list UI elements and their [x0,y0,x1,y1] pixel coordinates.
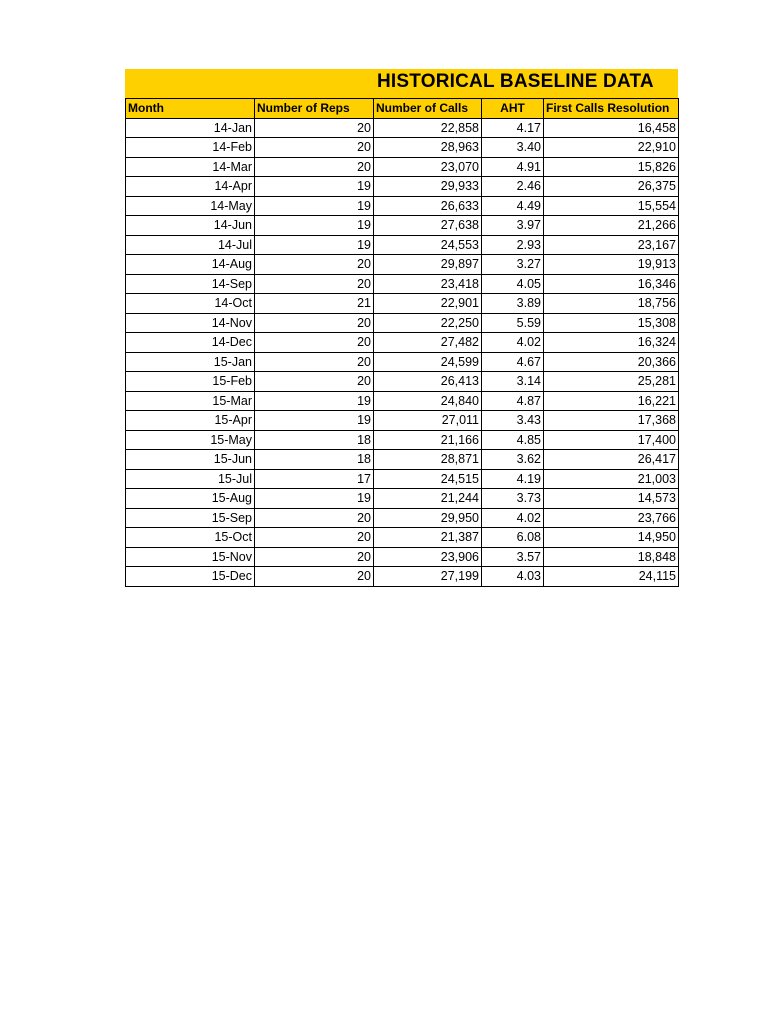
cell-number-of-reps: 20 [255,255,374,275]
cell-number-of-calls: 21,387 [374,528,482,548]
header-first-calls-resolution: First Calls Resolution [544,99,679,119]
title-bar [125,69,678,98]
table-row [126,157,679,177]
cell-aht: 4.67 [482,352,544,372]
cell-month: 14-Nov [126,313,255,333]
cell-number-of-reps: 20 [255,138,374,158]
cell-aht: 3.14 [482,372,544,392]
cell-month: 15-Apr [126,411,255,431]
cell-aht: 3.89 [482,294,544,314]
cell-number-of-reps: 20 [255,547,374,567]
cell-number-of-calls: 28,963 [374,138,482,158]
table-row [126,313,679,333]
cell-number-of-reps: 20 [255,274,374,294]
header-aht: AHT [482,99,544,119]
cell-month: 15-Aug [126,489,255,509]
cell-number-of-calls: 24,515 [374,469,482,489]
cell-aht: 4.87 [482,391,544,411]
cell-number-of-calls: 21,244 [374,489,482,509]
cell-aht: 3.57 [482,547,544,567]
header-row [126,99,679,119]
table-row [126,547,679,567]
table-row [126,508,679,528]
table-row [126,391,679,411]
cell-month: 15-May [126,430,255,450]
cell-number-of-calls: 23,418 [374,274,482,294]
cell-number-of-calls: 27,011 [374,411,482,431]
cell-aht: 4.85 [482,430,544,450]
baseline-data-sheet [125,69,678,587]
cell-number-of-calls: 22,901 [374,294,482,314]
header-month: Month [126,99,255,119]
cell-month: 14-Sep [126,274,255,294]
cell-month: 15-Nov [126,547,255,567]
cell-first-calls-resolution: 23,167 [544,235,679,255]
cell-aht: 3.40 [482,138,544,158]
table-row [126,196,679,216]
cell-first-calls-resolution: 15,554 [544,196,679,216]
cell-month: 14-Oct [126,294,255,314]
table-row [126,274,679,294]
sheet-title: HISTORICAL BASELINE DATA [377,71,654,92]
table-row [126,372,679,392]
cell-number-of-calls: 29,933 [374,177,482,197]
cell-month: 15-Jul [126,469,255,489]
cell-month: 15-Jun [126,450,255,470]
cell-number-of-calls: 24,599 [374,352,482,372]
cell-number-of-reps: 19 [255,411,374,431]
cell-number-of-calls: 23,070 [374,157,482,177]
cell-first-calls-resolution: 16,221 [544,391,679,411]
cell-number-of-reps: 19 [255,235,374,255]
cell-first-calls-resolution: 23,766 [544,508,679,528]
table-row [126,567,679,587]
cell-first-calls-resolution: 16,346 [544,274,679,294]
cell-month: 14-Jun [126,216,255,236]
cell-month: 15-Jan [126,352,255,372]
cell-number-of-reps: 20 [255,567,374,587]
cell-number-of-calls: 26,633 [374,196,482,216]
cell-number-of-calls: 27,482 [374,333,482,353]
cell-first-calls-resolution: 16,458 [544,118,679,138]
table-row [126,450,679,470]
cell-month: 14-May [126,196,255,216]
table-row [126,216,679,236]
cell-aht: 4.02 [482,333,544,353]
cell-month: 14-Apr [126,177,255,197]
cell-first-calls-resolution: 20,366 [544,352,679,372]
cell-aht: 5.59 [482,313,544,333]
table-row [126,235,679,255]
table-row [126,294,679,314]
cell-number-of-calls: 28,871 [374,450,482,470]
cell-number-of-reps: 20 [255,372,374,392]
cell-number-of-calls: 24,553 [374,235,482,255]
cell-aht: 4.02 [482,508,544,528]
cell-month: 15-Sep [126,508,255,528]
cell-first-calls-resolution: 25,281 [544,372,679,392]
cell-aht: 4.91 [482,157,544,177]
cell-month: 14-Feb [126,138,255,158]
cell-first-calls-resolution: 17,368 [544,411,679,431]
cell-number-of-calls: 23,906 [374,547,482,567]
cell-aht: 6.08 [482,528,544,548]
cell-aht: 4.05 [482,274,544,294]
cell-number-of-calls: 29,950 [374,508,482,528]
cell-number-of-calls: 27,638 [374,216,482,236]
table-row [126,118,679,138]
cell-first-calls-resolution: 26,375 [544,177,679,197]
cell-number-of-reps: 20 [255,333,374,353]
table-row [126,489,679,509]
cell-number-of-reps: 20 [255,157,374,177]
table-row [126,255,679,275]
cell-number-of-reps: 17 [255,469,374,489]
header-number-of-calls: Number of Calls [374,99,482,119]
cell-aht: 4.17 [482,118,544,138]
cell-aht: 3.97 [482,216,544,236]
cell-number-of-reps: 19 [255,489,374,509]
cell-number-of-reps: 18 [255,430,374,450]
table-row [126,177,679,197]
cell-first-calls-resolution: 21,266 [544,216,679,236]
cell-aht: 2.93 [482,235,544,255]
cell-number-of-calls: 24,840 [374,391,482,411]
table-row [126,333,679,353]
cell-number-of-calls: 29,897 [374,255,482,275]
baseline-data-table [125,98,679,587]
cell-month: 15-Mar [126,391,255,411]
cell-number-of-calls: 21,166 [374,430,482,450]
table-row [126,469,679,489]
cell-number-of-reps: 19 [255,391,374,411]
table-row [126,411,679,431]
cell-month: 15-Oct [126,528,255,548]
cell-number-of-calls: 22,858 [374,118,482,138]
table-row [126,138,679,158]
cell-number-of-calls: 22,250 [374,313,482,333]
cell-first-calls-resolution: 21,003 [544,469,679,489]
cell-number-of-reps: 19 [255,196,374,216]
cell-first-calls-resolution: 14,950 [544,528,679,548]
cell-month: 14-Aug [126,255,255,275]
cell-month: 14-Mar [126,157,255,177]
cell-number-of-reps: 20 [255,118,374,138]
cell-aht: 4.49 [482,196,544,216]
table-row [126,430,679,450]
cell-number-of-reps: 20 [255,508,374,528]
cell-month: 14-Dec [126,333,255,353]
cell-month: 14-Jul [126,235,255,255]
cell-month: 15-Feb [126,372,255,392]
cell-number-of-reps: 21 [255,294,374,314]
table-body [126,118,679,586]
cell-first-calls-resolution: 17,400 [544,430,679,450]
cell-number-of-reps: 20 [255,352,374,372]
cell-aht: 3.73 [482,489,544,509]
cell-aht: 2.46 [482,177,544,197]
cell-first-calls-resolution: 26,417 [544,450,679,470]
cell-aht: 4.19 [482,469,544,489]
cell-number-of-reps: 19 [255,177,374,197]
cell-aht: 3.27 [482,255,544,275]
cell-first-calls-resolution: 24,115 [544,567,679,587]
cell-first-calls-resolution: 14,573 [544,489,679,509]
cell-first-calls-resolution: 15,308 [544,313,679,333]
header-number-of-reps: Number of Reps [255,99,374,119]
cell-first-calls-resolution: 16,324 [544,333,679,353]
cell-number-of-reps: 19 [255,216,374,236]
cell-aht: 3.62 [482,450,544,470]
cell-aht: 3.43 [482,411,544,431]
cell-aht: 4.03 [482,567,544,587]
cell-first-calls-resolution: 18,848 [544,547,679,567]
cell-number-of-reps: 20 [255,313,374,333]
cell-first-calls-resolution: 19,913 [544,255,679,275]
cell-month: 14-Jan [126,118,255,138]
cell-month: 15-Dec [126,567,255,587]
table-row [126,528,679,548]
table-row [126,352,679,372]
cell-number-of-reps: 18 [255,450,374,470]
cell-number-of-calls: 26,413 [374,372,482,392]
cell-first-calls-resolution: 18,756 [544,294,679,314]
cell-first-calls-resolution: 15,826 [544,157,679,177]
cell-number-of-calls: 27,199 [374,567,482,587]
cell-number-of-reps: 20 [255,528,374,548]
cell-first-calls-resolution: 22,910 [544,138,679,158]
